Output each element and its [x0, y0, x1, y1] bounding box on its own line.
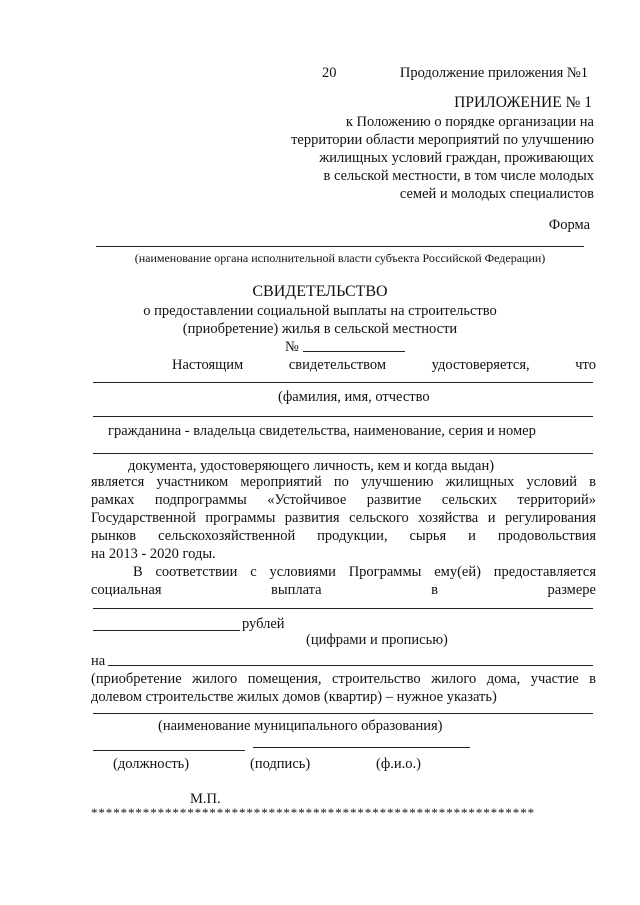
appendix-line-3: жилищных условий граждан, проживающих	[319, 150, 594, 166]
appendix-line-2: территории области мероприятий по улучшению	[291, 132, 594, 148]
authority-caption: (наименование органа исполнительной власти субъекта Российской Федерации)	[134, 251, 546, 265]
na-label: на	[91, 653, 106, 669]
appendix-title: ПРИЛОЖЕНИЕ № 1	[454, 94, 592, 111]
intro-line	[172, 356, 596, 374]
body-line-1: является участником мероприятий по улучшению жилищных условий в	[91, 474, 596, 490]
para2-word: выплата	[270, 582, 322, 598]
appendix-line-4: в сельской местности, в том числе молодых	[323, 168, 594, 184]
intro-word: Настоящим	[172, 357, 244, 373]
municipality-caption: (наименование муниципального образования)	[158, 718, 443, 734]
municipality-line	[93, 713, 593, 714]
doc-caption-1: гражданина - владельца свидетельства, наименование, серия и номер	[108, 423, 536, 439]
para2-word: в	[431, 582, 438, 598]
doc-line-2	[93, 453, 593, 454]
signature-line-rest	[253, 747, 470, 748]
signature-fio-caption: (ф.и.о.)	[376, 756, 421, 772]
intro-word: удостоверяется,	[431, 357, 530, 373]
signature-line-position	[93, 750, 245, 751]
authority-line	[96, 246, 584, 247]
amount-line-2	[93, 630, 240, 631]
certificate-subtitle-1: о предоставлении социальной выплаты на строительство	[143, 303, 497, 319]
appendix-line-5: семей и молодых специалистов	[399, 186, 594, 202]
stamp-label: М.П.	[190, 791, 221, 807]
rub-label: рублей	[242, 616, 285, 632]
purpose-line-1: (приобретение жилого помещения, строительство жилого дома, участие в	[91, 671, 596, 687]
signature-position-caption: (должность)	[113, 756, 190, 772]
para2-line-2	[91, 581, 596, 599]
continuation-note: Продолжение приложения №1	[399, 65, 588, 81]
certificate-subtitle-2: (приобретение) жилья в сельской местности	[182, 321, 458, 337]
body-line-4: рынков сельскохозяйственной продукции, сырья и продовольствия	[91, 528, 596, 544]
asterisk-divider: ************************************************************	[91, 805, 535, 820]
signature-sign-caption: (подпись)	[250, 756, 311, 772]
para2-word: размере	[547, 582, 596, 598]
para2-line-1: В соответствии с условиями Программы ему(ей) предоставляется	[133, 564, 596, 580]
fio-caption: (фамилия, имя, отчество	[278, 389, 430, 405]
doc-line-1	[93, 416, 593, 417]
intro-word: свидетельством	[288, 357, 387, 373]
amount-line-1	[93, 608, 593, 609]
form-label: Форма	[548, 217, 590, 233]
body-line-3: Государственной программы развития сельского хозяйства и регулирования	[91, 510, 596, 526]
body-last-line: на 2013 - 2020 годы.	[91, 546, 216, 562]
fio-line	[93, 382, 593, 383]
amount-caption: (цифрами и прописью)	[306, 632, 448, 648]
certificate-title: СВИДЕТЕЛЬСТВО	[252, 283, 388, 300]
number-line	[303, 351, 405, 352]
doc-caption-2: документа, удостоверяющего личность, кем и когда выдан)	[128, 458, 495, 474]
intro-word: что	[575, 357, 596, 373]
para2-word: социальная	[91, 582, 162, 598]
body-line-2: рамках подпрограммы «Устойчивое развитие сельских территорий»	[91, 492, 596, 508]
page-number: 20	[322, 65, 337, 81]
number-label: №	[285, 339, 299, 355]
appendix-line-1: к Положению о порядке организации на	[345, 114, 594, 130]
purpose-line-2: долевом строительстве жилых домов (квартир) – нужное указать)	[91, 689, 497, 705]
purpose-line	[108, 665, 593, 666]
